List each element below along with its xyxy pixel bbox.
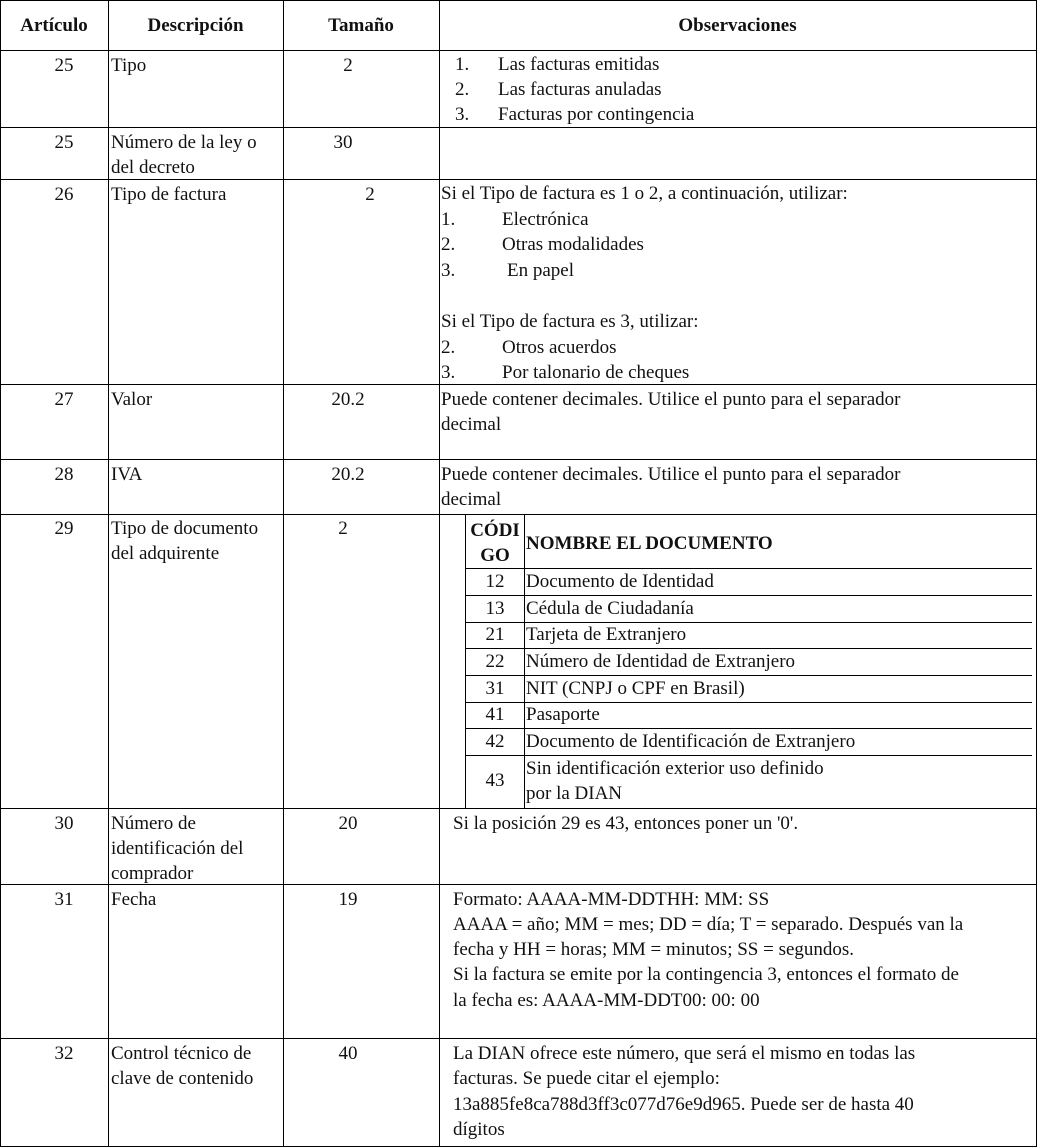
item-number: 2. [455,79,470,100]
rule [439,0,440,1147]
obs-text: Formato: AAAA-MM-DDTHH: MM: SS [453,889,770,910]
obs-item [441,335,617,361]
cell-descripcion: del decreto [111,157,195,178]
rule [0,0,1037,1]
obs-intro: Si el Tipo de factura es 3, utilizar: [441,311,699,332]
item-text: Facturas por contingencia [498,104,695,125]
cell-articulo: 25 [54,132,74,153]
cell-articulo: 25 [54,55,74,76]
doc-col-code-header: GO [480,545,510,566]
doc-code: 31 [485,678,505,699]
obs-text: La DIAN ofrece este número, que será el mismo en todas las [453,1043,916,1064]
cell-descripcion: clave de contenido [111,1068,254,1089]
rule [108,0,109,1147]
doc-code: 13 [485,598,505,619]
doc-code: 43 [485,770,505,791]
cell-descripcion: comprador [111,863,194,884]
obs-intro: Si el Tipo de factura es 1 o 2, a continuación, utilizar: [441,183,848,204]
item-text: En papel [507,260,575,281]
cell-tamano: 19 [338,889,358,910]
obs-text: facturas. Se puede citar el ejemplo: [453,1068,720,1089]
doc-name: por la DIAN [526,783,623,804]
cell-articulo: 29 [54,518,74,539]
rule [0,808,1037,809]
cell-descripcion: Fecha [111,889,157,910]
header-tamano: Tamaño [328,15,394,36]
item-number: 3. [455,104,470,125]
item-number: 3. [441,260,456,281]
obs-item [455,52,660,78]
cell-tamano: 20.2 [331,464,365,485]
rule [0,514,1037,515]
cell-tamano: 2 [338,518,348,539]
obs-item [441,360,690,386]
cell-articulo: 26 [54,184,74,205]
cell-descripcion: Valor [111,389,153,410]
item-number: 2. [441,337,456,358]
item-number: 2. [441,234,456,255]
rule [0,1146,1037,1147]
item-text: Otras modalidades [502,234,644,255]
cell-articulo: 28 [54,464,74,485]
obs-text: la fecha es: AAAA-MM-DDT00: 00: 00 [453,990,760,1011]
obs-text: Puede contener decimales. Utilice el punto para el separador [441,389,901,410]
obs-text: 13a885fe8ca788d3ff3c077d76e9d965. Puede ser de hasta 40 [453,1094,914,1115]
rule [0,0,1,1147]
item-number: 3. [441,362,456,383]
item-text: Por talonario de cheques [502,362,690,383]
item-text: Otros acuerdos [502,337,617,358]
cell-descripcion: Tipo de factura [111,184,227,205]
cell-tamano: 40 [338,1043,358,1064]
obs-text: fecha y HH = horas; MM = minutos; SS = segundos. [453,939,855,960]
cell-descripcion: Tipo de documento [111,518,259,539]
doc-code: 41 [485,704,505,725]
doc-name: Documento de Identidad [526,571,714,592]
rule [0,459,1037,460]
cell-tamano: 30 [333,132,353,153]
cell-articulo: 31 [54,889,74,910]
doc-code: 21 [485,624,505,645]
doc-name: Pasaporte [526,704,600,725]
cell-articulo: 27 [54,389,74,410]
cell-descripcion: Control técnico de [111,1043,252,1064]
rule [0,50,1037,51]
doc-name: NIT (CNPJ o CPF en Brasil) [526,678,745,699]
obs-text: Si la factura se emite por la contingencia 3, entonces el formato de [453,964,959,985]
cell-articulo: 32 [54,1043,74,1064]
item-number: 1. [455,54,470,75]
obs-item [455,102,695,128]
cell-descripcion: del adquirente [111,543,220,564]
doc-name: Tarjeta de Extranjero [526,624,687,645]
rule [283,0,284,1147]
doc-name: Número de Identidad de Extranjero [526,651,796,672]
header-descripcion: Descripción [147,15,244,36]
doc-code: 42 [485,731,505,752]
cell-tamano: 20.2 [331,389,365,410]
doc-code: 22 [485,651,505,672]
obs-text: dígitos [453,1119,505,1140]
obs-item [455,77,662,103]
obs-item [441,232,644,258]
cell-descripcion: Número de [111,813,196,834]
obs-text: AAAA = año; MM = mes; DD = día; T = separado. Después van la [453,914,964,935]
doc-name: Documento de Identificación de Extranjero [526,731,856,752]
obs-text: Si la posición 29 es 43, entonces poner un '0'. [453,813,799,834]
doc-col-code-header: CÓDI [470,520,520,541]
header-observaciones: Observaciones [678,15,797,36]
cell-descripcion: Tipo [111,55,147,76]
rule [524,514,525,808]
obs-text: Puede contener decimales. Utilice el punto para el separador [441,464,901,485]
doc-col-name-header: NOMBRE EL DOCUMENTO [526,533,773,554]
header-articulo: Artículo [20,15,88,36]
obs-item [441,207,589,233]
item-number: 1. [441,209,456,230]
obs-text: decimal [441,489,502,510]
cell-descripcion: IVA [111,464,143,485]
rule [0,1038,1037,1039]
cell-tamano: 20 [338,813,358,834]
doc-name: Sin identificación exterior uso definido [526,758,824,779]
item-text: Electrónica [502,209,589,230]
doc-code: 12 [485,571,505,592]
cell-descripcion: Número de la ley o [111,132,257,153]
item-text: Las facturas emitidas [498,54,660,75]
cell-tamano: 2 [343,55,353,76]
doc-name: Cédula de Ciudadanía [526,598,694,619]
cell-articulo: 30 [54,813,74,834]
cell-tamano: 2 [365,184,375,205]
cell-descripcion: identificación del [111,838,244,859]
obs-text: decimal [441,414,502,435]
obs-item [441,258,575,284]
item-text: Las facturas anuladas [498,79,662,100]
